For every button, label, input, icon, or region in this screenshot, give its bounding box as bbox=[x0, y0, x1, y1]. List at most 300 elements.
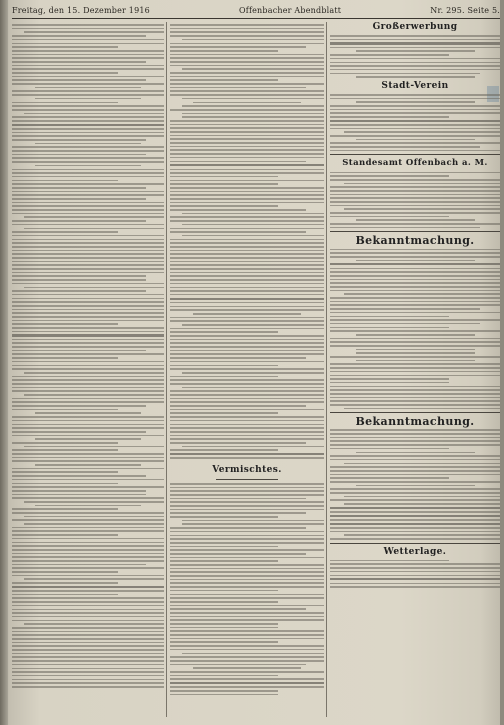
text-line bbox=[182, 324, 324, 326]
text-line bbox=[170, 161, 306, 163]
text-line bbox=[170, 416, 324, 418]
column-divider-1 bbox=[166, 22, 167, 717]
text-line bbox=[170, 54, 324, 56]
text-line bbox=[12, 479, 164, 481]
text-line bbox=[12, 246, 164, 248]
text-line bbox=[170, 242, 324, 244]
text-line bbox=[170, 538, 324, 540]
text-line bbox=[35, 464, 141, 466]
text-line bbox=[330, 499, 500, 501]
text-line bbox=[182, 105, 324, 107]
text-line bbox=[170, 331, 278, 333]
text-line bbox=[330, 397, 500, 399]
text-line bbox=[330, 563, 500, 565]
text-line bbox=[12, 102, 118, 104]
section-heading-wetter: Wetterlage. bbox=[383, 546, 447, 557]
text-line bbox=[170, 28, 324, 30]
text-line bbox=[170, 412, 278, 414]
text-line bbox=[24, 516, 164, 518]
text-line bbox=[330, 341, 500, 343]
text-line bbox=[170, 180, 324, 182]
text-line bbox=[330, 212, 500, 214]
text-line bbox=[12, 172, 164, 174]
text-line bbox=[12, 220, 146, 222]
text-line bbox=[12, 331, 164, 333]
text-line bbox=[170, 630, 324, 632]
text-line bbox=[170, 398, 324, 400]
text-line bbox=[330, 197, 500, 199]
text-line bbox=[330, 146, 480, 148]
text-line bbox=[170, 483, 324, 485]
text-line bbox=[12, 253, 164, 255]
text-line bbox=[12, 571, 118, 573]
text-line bbox=[330, 448, 449, 450]
text-line bbox=[12, 46, 118, 48]
text-line bbox=[330, 459, 500, 461]
section-rule bbox=[330, 412, 500, 413]
text-line bbox=[330, 58, 500, 60]
text-line bbox=[170, 253, 324, 255]
text-line bbox=[170, 435, 324, 437]
text-line bbox=[12, 376, 164, 378]
section-rule bbox=[330, 154, 500, 155]
text-line bbox=[182, 213, 324, 215]
text-line bbox=[170, 65, 324, 67]
text-line bbox=[12, 490, 146, 492]
text-line bbox=[330, 567, 500, 569]
text-line bbox=[344, 503, 500, 505]
text-line bbox=[170, 623, 278, 625]
text-line bbox=[12, 642, 164, 644]
text-line bbox=[330, 531, 500, 533]
text-line bbox=[170, 138, 324, 140]
text-line bbox=[12, 169, 164, 171]
text-line bbox=[330, 172, 500, 174]
text-line bbox=[330, 527, 500, 529]
text-line bbox=[330, 389, 500, 391]
text-line bbox=[170, 678, 324, 680]
text-line bbox=[12, 24, 164, 26]
text-line bbox=[12, 494, 146, 496]
text-line bbox=[170, 290, 324, 292]
text-line bbox=[12, 72, 118, 74]
text-line bbox=[170, 146, 324, 148]
text-line bbox=[330, 327, 449, 329]
text-line bbox=[170, 246, 324, 248]
section-heading-grosserverwerbung: Großerwerbung bbox=[372, 22, 458, 32]
text-line bbox=[24, 31, 164, 33]
text-line bbox=[170, 379, 324, 381]
text-line bbox=[12, 327, 164, 329]
text-line bbox=[12, 35, 146, 37]
text-line bbox=[170, 287, 324, 289]
text-line bbox=[170, 564, 324, 566]
text-line bbox=[35, 165, 141, 167]
text-line bbox=[330, 515, 500, 517]
text-line bbox=[12, 334, 164, 336]
text-line bbox=[330, 105, 500, 107]
text-line bbox=[356, 260, 475, 262]
column-3-block-d bbox=[330, 249, 500, 410]
section-heading-bekanntmachung-2: Bekanntmachung. bbox=[355, 415, 475, 429]
text-line bbox=[170, 686, 324, 688]
text-line bbox=[12, 398, 164, 400]
text-line bbox=[24, 228, 164, 230]
text-line bbox=[330, 268, 500, 270]
column-3-block-f bbox=[330, 560, 500, 588]
text-line bbox=[170, 675, 278, 677]
text-line bbox=[12, 65, 164, 67]
text-line bbox=[170, 320, 324, 322]
text-line bbox=[330, 94, 500, 96]
text-line bbox=[12, 50, 164, 52]
column-3-block-b bbox=[330, 94, 500, 152]
text-line bbox=[330, 252, 500, 254]
text-line bbox=[170, 342, 324, 344]
text-line bbox=[330, 356, 500, 358]
text-line bbox=[330, 323, 480, 325]
text-line bbox=[170, 275, 324, 277]
text-line bbox=[193, 102, 301, 104]
text-line bbox=[170, 641, 278, 643]
text-line bbox=[170, 427, 324, 429]
text-line bbox=[330, 511, 500, 513]
text-line bbox=[12, 686, 164, 688]
text-line bbox=[330, 142, 500, 144]
text-line bbox=[12, 416, 164, 418]
text-line bbox=[330, 282, 500, 284]
text-line bbox=[330, 586, 500, 588]
text-line bbox=[170, 590, 278, 592]
text-line bbox=[12, 656, 164, 658]
text-line bbox=[12, 342, 164, 344]
text-line bbox=[12, 79, 146, 81]
text-line bbox=[170, 612, 324, 614]
text-line bbox=[170, 216, 324, 218]
text-line bbox=[330, 304, 500, 306]
text-line bbox=[24, 394, 164, 396]
text-line bbox=[12, 471, 118, 473]
text-line bbox=[12, 653, 164, 655]
text-line bbox=[170, 527, 306, 529]
text-line bbox=[12, 420, 164, 422]
text-line bbox=[170, 239, 324, 241]
text-line bbox=[170, 494, 324, 496]
text-line bbox=[12, 116, 164, 118]
text-line bbox=[24, 372, 164, 374]
text-line bbox=[356, 101, 475, 103]
text-line bbox=[330, 297, 500, 299]
text-line bbox=[330, 455, 500, 457]
text-line bbox=[170, 169, 324, 171]
text-line bbox=[182, 387, 324, 389]
text-line bbox=[356, 360, 475, 362]
text-line bbox=[330, 124, 500, 126]
text-line bbox=[24, 501, 164, 503]
text-line bbox=[170, 131, 324, 133]
text-line bbox=[12, 346, 164, 348]
text-line bbox=[330, 316, 449, 318]
text-line bbox=[330, 519, 500, 521]
text-line bbox=[12, 567, 164, 569]
text-line bbox=[12, 534, 118, 536]
column-3-block-e bbox=[330, 429, 500, 539]
text-line bbox=[12, 671, 164, 673]
text-line bbox=[170, 191, 324, 193]
text-line bbox=[170, 501, 324, 503]
text-line bbox=[170, 135, 324, 137]
text-line bbox=[170, 157, 324, 159]
text-line bbox=[35, 98, 141, 100]
text-line bbox=[12, 198, 146, 200]
text-line bbox=[170, 409, 324, 411]
text-line bbox=[330, 345, 500, 347]
text-line bbox=[182, 235, 324, 237]
text-line bbox=[330, 135, 500, 137]
text-line bbox=[344, 183, 500, 185]
text-line bbox=[12, 83, 164, 85]
text-line bbox=[170, 350, 324, 352]
text-line bbox=[170, 616, 324, 618]
text-line bbox=[330, 571, 500, 573]
column-2-text-top bbox=[170, 24, 324, 459]
text-line bbox=[330, 312, 500, 314]
text-line bbox=[12, 560, 164, 562]
text-line bbox=[170, 46, 306, 48]
text-line bbox=[170, 431, 324, 433]
text-line bbox=[170, 542, 324, 544]
text-line bbox=[182, 68, 324, 70]
text-line bbox=[182, 446, 324, 448]
text-line bbox=[330, 538, 500, 540]
text-line bbox=[170, 376, 278, 378]
text-line bbox=[330, 523, 500, 525]
text-line bbox=[170, 298, 324, 300]
text-line bbox=[24, 113, 164, 115]
text-line bbox=[356, 334, 475, 336]
text-line bbox=[170, 172, 324, 174]
text-line bbox=[170, 264, 324, 266]
text-line bbox=[12, 350, 146, 352]
text-line bbox=[12, 305, 164, 307]
text-line bbox=[12, 132, 164, 134]
text-line bbox=[12, 601, 164, 603]
text-line bbox=[35, 412, 141, 414]
section-heading-standesamt: Standesamt Offenbach a. M. bbox=[342, 158, 488, 169]
text-line bbox=[330, 128, 500, 130]
text-line bbox=[12, 183, 164, 185]
text-line bbox=[12, 213, 164, 215]
text-line bbox=[170, 457, 324, 459]
text-line bbox=[330, 65, 500, 67]
text-line bbox=[170, 449, 278, 451]
text-line bbox=[170, 209, 306, 211]
text-line bbox=[12, 449, 118, 451]
text-line bbox=[170, 594, 324, 596]
text-line bbox=[170, 579, 324, 581]
text-line bbox=[12, 357, 118, 359]
text-line bbox=[170, 79, 278, 81]
text-line bbox=[330, 42, 500, 44]
text-line bbox=[330, 363, 500, 365]
text-line bbox=[12, 401, 164, 403]
text-line bbox=[170, 509, 324, 511]
text-line bbox=[12, 154, 146, 156]
text-line bbox=[170, 390, 324, 392]
text-line bbox=[170, 627, 278, 629]
text-line bbox=[170, 317, 324, 319]
text-line bbox=[170, 405, 306, 407]
text-line bbox=[170, 424, 324, 426]
text-line bbox=[24, 216, 164, 218]
text-line bbox=[12, 57, 164, 59]
text-line bbox=[12, 294, 164, 296]
text-line bbox=[170, 220, 324, 222]
text-line bbox=[182, 653, 324, 655]
text-line bbox=[330, 578, 500, 580]
text-line bbox=[170, 535, 324, 537]
text-line bbox=[170, 608, 306, 610]
text-line bbox=[330, 263, 500, 265]
text-line bbox=[12, 283, 164, 285]
text-line bbox=[170, 442, 306, 444]
text-line bbox=[170, 586, 324, 588]
text-line bbox=[330, 330, 500, 332]
text-line bbox=[330, 112, 500, 114]
text-line bbox=[12, 679, 164, 681]
text-line bbox=[330, 205, 500, 207]
text-line bbox=[170, 694, 278, 696]
text-line bbox=[170, 634, 324, 636]
text-line bbox=[170, 394, 324, 396]
text-line bbox=[12, 250, 164, 252]
text-line bbox=[330, 116, 449, 118]
text-line bbox=[12, 542, 164, 544]
text-line bbox=[170, 660, 324, 662]
text-line bbox=[12, 323, 118, 325]
text-line bbox=[12, 538, 164, 540]
header-rule bbox=[12, 18, 500, 19]
text-line bbox=[170, 346, 324, 348]
text-line bbox=[330, 367, 500, 369]
text-line bbox=[170, 87, 306, 89]
text-line bbox=[170, 35, 324, 37]
text-line bbox=[170, 228, 324, 230]
text-line bbox=[12, 157, 164, 159]
text-line bbox=[35, 143, 141, 145]
text-line bbox=[170, 94, 324, 96]
text-line bbox=[356, 139, 475, 141]
text-line bbox=[12, 139, 146, 141]
text-line bbox=[344, 463, 500, 465]
column-3 bbox=[330, 22, 500, 717]
section-rule bbox=[330, 543, 500, 544]
text-line bbox=[12, 105, 164, 107]
text-line bbox=[170, 516, 278, 518]
text-line bbox=[12, 239, 164, 241]
text-line bbox=[182, 113, 324, 115]
text-line bbox=[170, 50, 278, 52]
text-line bbox=[170, 294, 324, 296]
text-line bbox=[12, 205, 164, 207]
text-line bbox=[330, 382, 449, 384]
text-line bbox=[344, 408, 500, 410]
text-line bbox=[24, 623, 164, 625]
text-line bbox=[12, 120, 164, 122]
text-line bbox=[24, 446, 164, 448]
text-line bbox=[12, 202, 164, 204]
text-line bbox=[12, 68, 164, 70]
text-line bbox=[170, 124, 324, 126]
text-line bbox=[12, 631, 164, 633]
text-line bbox=[12, 124, 164, 126]
text-line bbox=[12, 312, 164, 314]
text-line bbox=[170, 76, 324, 78]
text-line bbox=[330, 440, 500, 442]
text-line bbox=[170, 420, 324, 422]
column-divider-2 bbox=[326, 22, 327, 717]
text-line bbox=[330, 223, 500, 225]
text-line bbox=[170, 401, 324, 403]
text-line bbox=[170, 24, 324, 26]
section-rule bbox=[330, 231, 500, 232]
text-line bbox=[12, 527, 164, 529]
text-line bbox=[182, 372, 324, 374]
text-line bbox=[12, 475, 146, 477]
text-line bbox=[12, 320, 164, 322]
text-line bbox=[12, 519, 164, 521]
text-line bbox=[330, 470, 500, 472]
text-line bbox=[330, 308, 480, 310]
text-line bbox=[170, 553, 306, 555]
text-line bbox=[330, 54, 449, 56]
text-line bbox=[170, 498, 306, 500]
text-line bbox=[170, 645, 324, 647]
text-line bbox=[170, 512, 306, 514]
text-line bbox=[12, 453, 164, 455]
text-line bbox=[170, 231, 306, 233]
text-line bbox=[12, 590, 164, 592]
text-line bbox=[12, 298, 164, 300]
text-line bbox=[170, 194, 324, 196]
text-line bbox=[12, 161, 164, 163]
text-line bbox=[170, 164, 324, 166]
column-1-text bbox=[12, 24, 164, 687]
text-line bbox=[170, 268, 324, 270]
text-line bbox=[12, 634, 164, 636]
text-line bbox=[35, 505, 141, 507]
text-line bbox=[330, 275, 500, 277]
text-line bbox=[330, 150, 500, 152]
text-line bbox=[170, 453, 324, 455]
header-issue: Nr. 295. Seite 5. bbox=[430, 6, 500, 15]
text-line bbox=[170, 127, 324, 129]
text-line bbox=[24, 578, 164, 580]
text-line bbox=[170, 664, 306, 666]
text-line bbox=[330, 256, 500, 258]
text-line bbox=[170, 605, 324, 607]
text-line bbox=[24, 287, 164, 289]
text-line bbox=[330, 433, 500, 435]
text-line bbox=[24, 523, 164, 525]
text-line bbox=[170, 490, 324, 492]
text-line bbox=[12, 486, 164, 488]
text-line bbox=[12, 28, 164, 30]
text-line bbox=[12, 549, 164, 551]
text-line bbox=[330, 560, 449, 562]
text-line bbox=[170, 682, 324, 684]
text-line bbox=[12, 468, 164, 470]
